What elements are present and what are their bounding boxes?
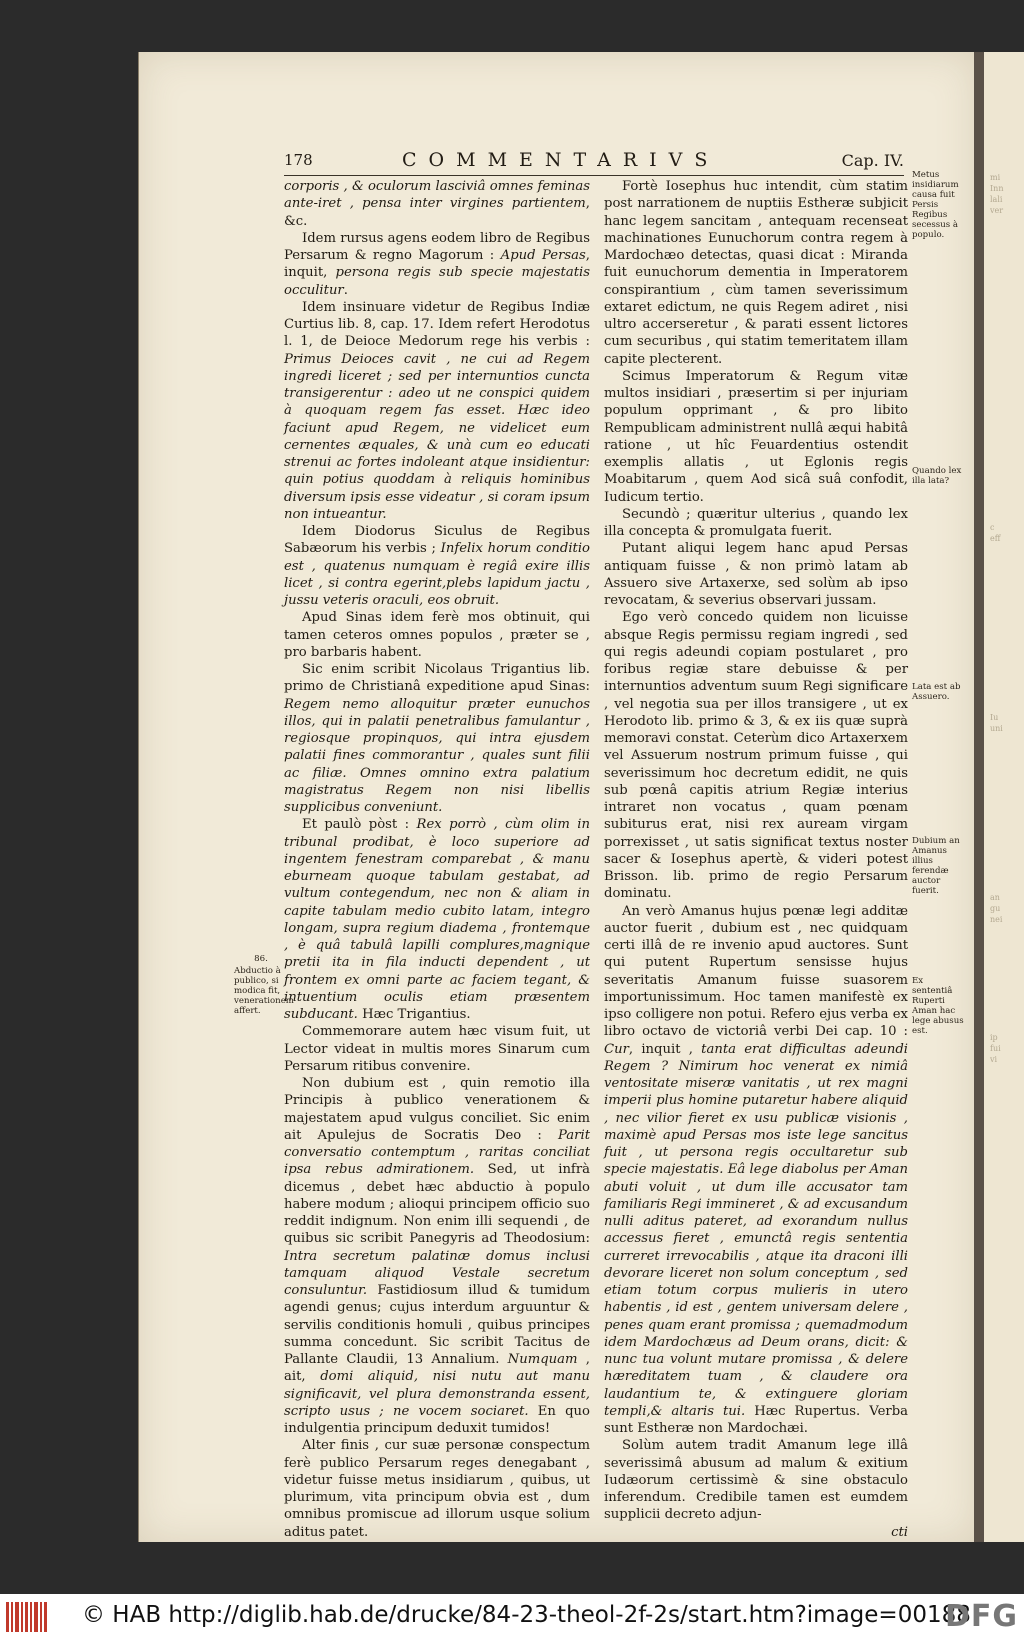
catchword: cti <box>891 1524 908 1540</box>
paragraph: Secundò ; quæritur ulterius , quando lex illa concepta & promulgata fuerit. <box>604 506 908 539</box>
margin-section-number: 86. <box>254 954 268 964</box>
paragraph: Alter finis , cur suæ personæ conspectum ferè publico Persarum reges denegabant , videtur fuisse metus insidiarum , quibus, ut plurimum, vita principum obvia est , dum omnibus promiscue ad illorum usque solium aditus patet. <box>284 1438 590 1540</box>
paragraph: An verò Amanus hujus pœnæ legi additæ auctor fuerit , dubium est , nec quidquam certi illâ de re invenio apud auctores. Sunt qui putent Rupertum sensisse hujus severitatis Amanum fuisse suasorem importunissimum. Hoc tamen manifestè ex ipso colligere non potui. Refero ejus verba ex libro octavo de victoriâ verbi Dei cap. 10 : Cur, inquit , tanta erat difficultas adeundi Regem ? Nimirum hoc venerat ex nimiâ ventositate miseræ vanitatis , ut rex magni imperii plus homine putaretur habere aliquid , nec vilior fieret ex usu publicæ visionis , maximè apud Persas mos iste lege sancitus fuit , ut persona regis occultaretur sub specie majestatis. Eâ lege diabolus per Aman abuti voluit , ut dum ille accusator tam familiaris Regi immineret , & ad excusandum nulli aditus pateret, ad exorandum nullus accessus fieret , emunctâ regis sententia curreret irrevocabilis , atque ita draconi illi devorare liceret non solum conceptum , sed etiam totum corpus mulieris in utero habentis , id est , gentem universam delere , penes quam erant promissa ; quemadmodum idem Mardochæus ad Deum orans, dicit: & nunc tua volunt mutare promissa , & delere hæreditatem tuam , & claudere ora laudantium te, & extinguere gloriam templi,& altaris tui. Hæc Rupertus. Verba sunt Estheræ non Mardochæi. <box>604 903 908 1436</box>
paragraph: Ego verò concedo quidem non licuisse absque Regis permissu regiam ingredi , sed qui regis adeundi copiam postularet , pro foribus regiæ stare debuisse & per internuntios adventum suum Regi significare , vel negotia sua per illos transigere , ut ex Herodoto lib. primo & 3, & ex iis quæ suprà memoravi constat. Ceterùm dico Artaxerxem vel Assuerum nostrum primum fuisse , qui severissimum hoc decretum edidit, ne quis sub pœnâ capitis atrium Regiæ interius intraret non vocatus , quam pœnam subiturus erat, nisi rex auream virgam porrexisset , ut satis significat textus noster sacer & Iosephus apertè, & videri potest Brisson. lib. primo de regio Persarum dominatu. <box>604 610 908 902</box>
paragraph: Non dubium est , quin remotio illa Principis à publico venerationem & majestatem apud vulgus conciliet. Sic enim ait Apulejus de Socratis Deo : Parit conversatio contemptum , raritas conciliat ipsa rebus admirationem. Sed, ut infrà dicemus , debet hæc abductio à populo habere modum ; alioqui principem officio suo reddit indignum. Non enim illi sequendi , de quibus sic scribit Panegyris ad Theodosium: Intra secretum palatinæ domus inclusi tamquam aliquod Vestale secretum consuluntur. Fastidiosum illud & tumidum agendi genus; cujus interdum arguuntur & servilis conditionis homuli , quibus principes summa concedunt. Sic scribit Tacitus de Pallante Claudii, 13 Annalium. Numquam , ait, domi aliquid, nisi nutu aut manu significavit, vel plura demonstranda essent, scripto usus ; ne vocem sociaret. En quo indulgentia principum deduxit tumidos! <box>284 1076 590 1436</box>
paragraph: Idem Diodorus Siculus de Regibus Sabæorum his verbis ; Infelix horum conditio est , quatenus numquam è regiâ exire illis licet , si contra egerint,plebs lapidum jactu , jussu veteris oraculi, eos obruit. <box>284 524 590 608</box>
source-link[interactable]: © HAB http://diglib.hab.de/drucke/84-23-theol-2f-2s/start.htm?image=00188 <box>82 1602 971 1628</box>
facing-page-edge: mi Inn lali ver c eff Iu uni an gu nei ip fui vi <box>984 52 1024 1542</box>
paragraph: Commemorare autem hæc visum fuit, ut Lector videat in multis mores Sinarum cum Persarum ritibus convenire. <box>284 1024 590 1074</box>
paragraph: Sic enim scribit Nicolaus Trigantius lib. primo de Christianâ expeditione apud Sinas: Regem nemo alloquitur præter eunuchos illos, qui in palatii penetralibus famulantur , regiosque propinquos, qui intra ejusdem palatii fines commorantur , quales sunt filii ac filiæ. Omnes omnino extra palatium magistratus Regem non nisi libellis supplicibus conveniunt. <box>284 662 590 815</box>
paragraph: corporis , & oculorum lasciviâ omnes feminas ante-iret , pensa inter virgines partientem, &c. <box>284 179 590 229</box>
margin-note-ex: Ex sententiâ Ruperti Aman hac lege abusus est. <box>912 976 964 1036</box>
chapter-label: Cap. IV. <box>841 151 904 170</box>
margin-note-metus: Metus insidiarum causa fuit Persis Regibus secessus à populo. <box>912 170 959 240</box>
running-header <box>284 147 904 176</box>
margin-note-quando: Quando lex illa lata? <box>912 466 962 486</box>
right-text-column <box>604 178 908 1541</box>
paragraph: Putant aliqui legem hanc apud Persas antiquam fuisse , & non primò latam ab Assuero sive Artaxerxe, sed solùm ab ipso revocatam, & severius observari jussam. <box>604 541 908 608</box>
paragraph: Et paulò pòst : Rex porrò , cùm olim in tribunal prodibat, è loco superiore ad ingentem fenestram comparebat , & manu eburneam quoque tabulam gestabat, ad vultum contegendum, nec non & aliam in capite tabulam medio cubito latam, integro longam, supra regium diadema , frontemque , è quâ tabulâ lapilli complures,magnique pretii ita in fila inducti dependent , ut frontem ex omni parte ac faciem tegant, & intuentium oculis etiam præsentem subducant. Hæc Trigantius. <box>284 817 590 1022</box>
left-text-column <box>284 178 590 1541</box>
paragraph: Solùm autem tradit Amanum lege illâ severissimâ abusum ad malum & exitium Iudæorum certissimè & sine obstaculo inferendum. Credibile tamen est eumdem supplicii decreto adjun- <box>604 1438 908 1523</box>
margin-note-abductio: Abductio à publico, si modica fit, venerationem affert. <box>234 966 294 1016</box>
margin-note-lata: Lata est ab Assuero. <box>912 682 961 702</box>
book-spine <box>974 52 984 1542</box>
paragraph: Idem rursus agens eodem libro de Regibus Persarum & regno Magorum : Apud Persas, inquit, persona regis sub specie majestatis occulitur. <box>284 230 590 298</box>
margin-note-dubium: Dubium an Amanus illius ferendæ auctor fuerit. <box>912 836 960 896</box>
paragraph: Apud Sinas idem ferè mos obtinuit, qui tamen ceteros omnes populos , præter se , pro barbaris habent. <box>284 610 590 660</box>
paragraph: Idem insinuare videtur de Regibus Indiæ Curtius lib. 8, cap. 17. Idem refert Herodotus l. 1, de Deioce Medorum rege his verbis : Primus Deioces cavit , ne cui ad Regem ingredi liceret ; sed per internuntios cuncta transigerentur : adeo ut ne conspici quidem à quoquam regem fas esset. Hæc ideo faciunt apud Regem, ne videlicet eum cernentes æquales, & unà cum eo educati strenui ac fortes indoleant atque insidientur: quin potius quoddam à reliquis hominibus diversum ipsis esse videatur , si coram ipsum non intueantur. <box>284 299 590 522</box>
page-number: 178 <box>284 151 313 169</box>
footer-bar <box>0 1594 1024 1640</box>
dfg-logo: DFG <box>944 1599 1018 1634</box>
running-title: COMMENTARIVS <box>402 149 720 171</box>
paragraph: Fortè Iosephus huc intendit, cùm statim post narrationem de nuptiis Estheræ subjicit hanc legem sancitam , antequam recenseat machinationes Eunuchorum contra regem à Mardochæo detectas, quasi dicat : Miranda fuit eunuchorum dementia in Imperatorem conspirantium , cùm tamen severissimum extaret edictum, ne quis Regem adiret , nisi ultro accerseretur , & parati essent lictores cum securibus , qui statim temeritatem illam capite plecterent. <box>604 179 908 367</box>
paragraph: Scimus Imperatorum & Regum vitæ multos insidiari , præsertim si per injuriam populum opprimant , & pro libito Rempublicam administrent nullâ æqui habitâ ratione , ut hîc Feuardentius ostendit exemplis allatis , ut Eglonis regis Moabitarum , quem Aod sicâ suâ confodit, Iudicum tertio. <box>604 368 908 505</box>
barcode-icon <box>6 1602 48 1632</box>
